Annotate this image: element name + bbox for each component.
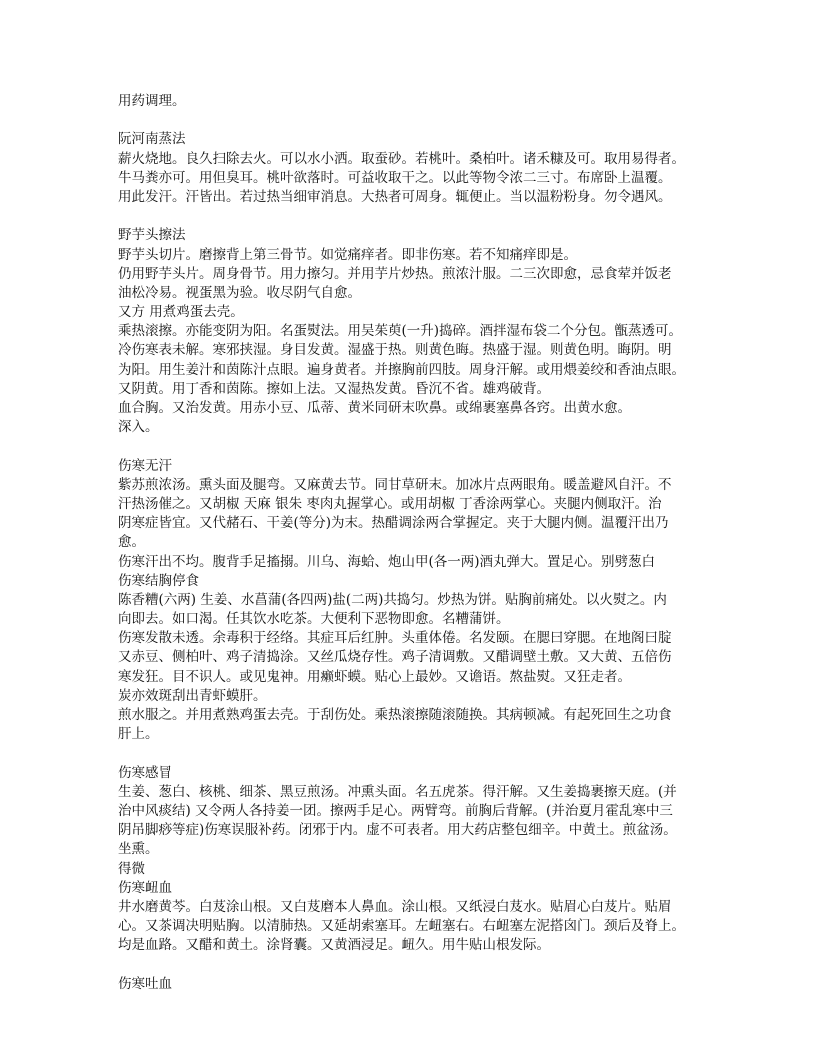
text-line: 阴吊脚痧等症)伤寒误服补药。闭邪于内。虚不可表者。用大药店整包细辛。中黄土。煎盆汤。 <box>118 822 677 839</box>
blank-line <box>118 955 718 974</box>
text-line: 为阳。用生姜汁和茵陈汁点眼。遍身黄者。并擦胸前四肢。周身汗解。或用煨姜绞和香油点眼。 <box>118 361 685 378</box>
text-line: 又方 用煮鸡蛋去壳。 <box>118 304 244 321</box>
text-line: 冷伤寒表未解。寒邪挟湿。身目发黄。湿盛于热。则黄色晦。热盛于湿。则黄色明。晦阴。明 <box>118 342 672 359</box>
text-line: 深入。 <box>118 419 159 436</box>
text-line: 坐熏。 <box>118 841 159 858</box>
section-heading: 伤寒无汗 <box>118 457 172 474</box>
text-line: 用药调理。 <box>118 93 186 109</box>
section-heading: 伤寒结胸停食 <box>118 572 199 589</box>
text-line: 陈香糟(六两) 生姜、水菖蒲(各四两)盐(二两)共捣匀。炒热为饼。贴胸前痛处。以火熨之。内 <box>118 591 667 608</box>
blank-line <box>118 744 718 763</box>
text-line: 寒发狂。目不识人。或见鬼神。用癞虾蟆。贴心上最妙。又谵语。熬盐熨。又狂走者。 <box>118 668 631 685</box>
text-line: 生姜、葱白、核桃、细茶、黑豆煎汤。冲熏头面。名五虎茶。得汗解。又生姜捣裹擦天庭。(并 <box>118 783 677 800</box>
section-heading: 伤寒吐血 <box>118 975 172 992</box>
document-body <box>118 92 718 994</box>
text-line: 野芋头切片。磨擦背上第三骨节。如觉痛痒者。即非伤寒。若不知痛痒即是。 <box>118 246 577 263</box>
section-heading: 伤寒感冒 <box>118 764 172 781</box>
text-line: 肝上。 <box>118 726 159 743</box>
text-line: 油松冷易。视蛋黑为验。收尽阴气自愈。 <box>118 284 361 301</box>
text-line: 愈。 <box>118 534 145 551</box>
text-line: 治中风痰结) 又令两人各持姜一团。擦两手足心。两臂弯。前胸后背解。(并治夏月霍乱寒中三 <box>118 802 673 819</box>
text-line: 薪火烧地。良久扫除去火。可以水小洒。取蚕砂。若桃叶。桑柏叶。诸禾糠及可。取用易得者。 <box>118 150 685 167</box>
text-line: 牛马粪亦可。用但臭耳。桃叶欲落时。可益收取干之。以此等物令浓二三寸。布席卧上温覆。 <box>118 169 672 186</box>
text-line: 伤寒汗出不均。腹背手足搐搦。川乌、海蛤、炮山甲(各一两)酒丸弹大。置足心。别劈葱白 <box>118 553 656 570</box>
text-line: 汗热汤催之。又胡椒 天麻 银朱 枣肉丸握掌心。或用胡椒 丁香涂两掌心。夹腿内侧取汗。治 <box>118 495 662 512</box>
text-line: 乘热滚擦。亦能变阴为阳。名蛋熨法。用吴茱萸(一升)捣碎。酒拌湿布袋二个分包。甑蒸透可。 <box>118 323 683 340</box>
text-line: 用此发汗。汗皆出。若过热当细审消息。大热者可周身。辄便止。当以温粉粉身。勿令遇风。 <box>118 188 672 205</box>
blank-line <box>118 207 718 226</box>
section-heading: 野芋头擦法 <box>118 227 186 244</box>
text-line: 均是血路。又醋和黄土。涂肾囊。又黄酒浸足。衄久。用牛贴山根发际。 <box>118 937 550 954</box>
text-line: 又阴黄。用丁香和茵陈。擦如上法。又湿热发黄。昏沉不省。雄鸡破背。 <box>118 380 550 397</box>
text-line: 血合胸。又治发黄。用赤小豆、瓜蒂、黄米同研末吹鼻。或绵裹塞鼻各窍。出黄水愈。 <box>118 400 631 416</box>
text-line: 仍用野芋头片。周身骨节。用力擦匀。并用芋片炒热。煎浓汁服。二三次即愈，忌食荤并饭老 <box>118 265 672 282</box>
text-line: 阴寒症皆宜。又代赭石、干姜(等分)为末。热醋调涂两合掌握定。夹于大腿内侧。温覆汗出乃 <box>118 515 669 532</box>
section-heading: 伤寒衄血 <box>118 879 172 896</box>
text-line: 紫苏煎浓汤。熏头面及腿弯。又麻黄去节。同甘草研末。加冰片点两眼角。暖盖避风自汗。不 <box>118 476 672 493</box>
blank-line <box>118 111 718 130</box>
text-line: 煎水服之。并用煮熟鸡蛋去壳。于刮伤处。乘热滚擦随滚随换。其病顿减。有起死回生之功食 <box>118 707 672 723</box>
text-line: 向即去。如口渴。任其饮水吃茶。大便利下恶物即愈。名糟蒲饼。 <box>118 611 510 628</box>
text-line: 井水磨黄芩。白芨涂山根。又白芨磨本人鼻血。涂山根。又纸浸白芨水。贴眉心白芨片。贴眉 <box>118 898 672 915</box>
text-line: 伤寒发散未透。余毒积于经络。其症耳后红肿。头重体倦。名发颐。在腮曰穿腮。在地阁曰腚 <box>118 630 672 647</box>
text-line: 心。又茶调决明贴胸。以清肺热。又延胡索塞耳。左衄塞右。右衄塞左泥搭囟门。颈后及脊上。 <box>118 918 685 935</box>
text-line: 得微 <box>118 860 145 877</box>
section-heading: 阮河南蒸法 <box>118 131 186 148</box>
text-line: 炭亦效斑刮出青虾蟆肝。 <box>118 687 267 704</box>
text-line: 又赤豆、侧柏叶、鸡子清捣涂。又丝瓜烧存性。鸡子清调敷。又醋调壁土敷。又大黄、五倍伤 <box>118 649 672 666</box>
blank-line <box>118 437 718 456</box>
